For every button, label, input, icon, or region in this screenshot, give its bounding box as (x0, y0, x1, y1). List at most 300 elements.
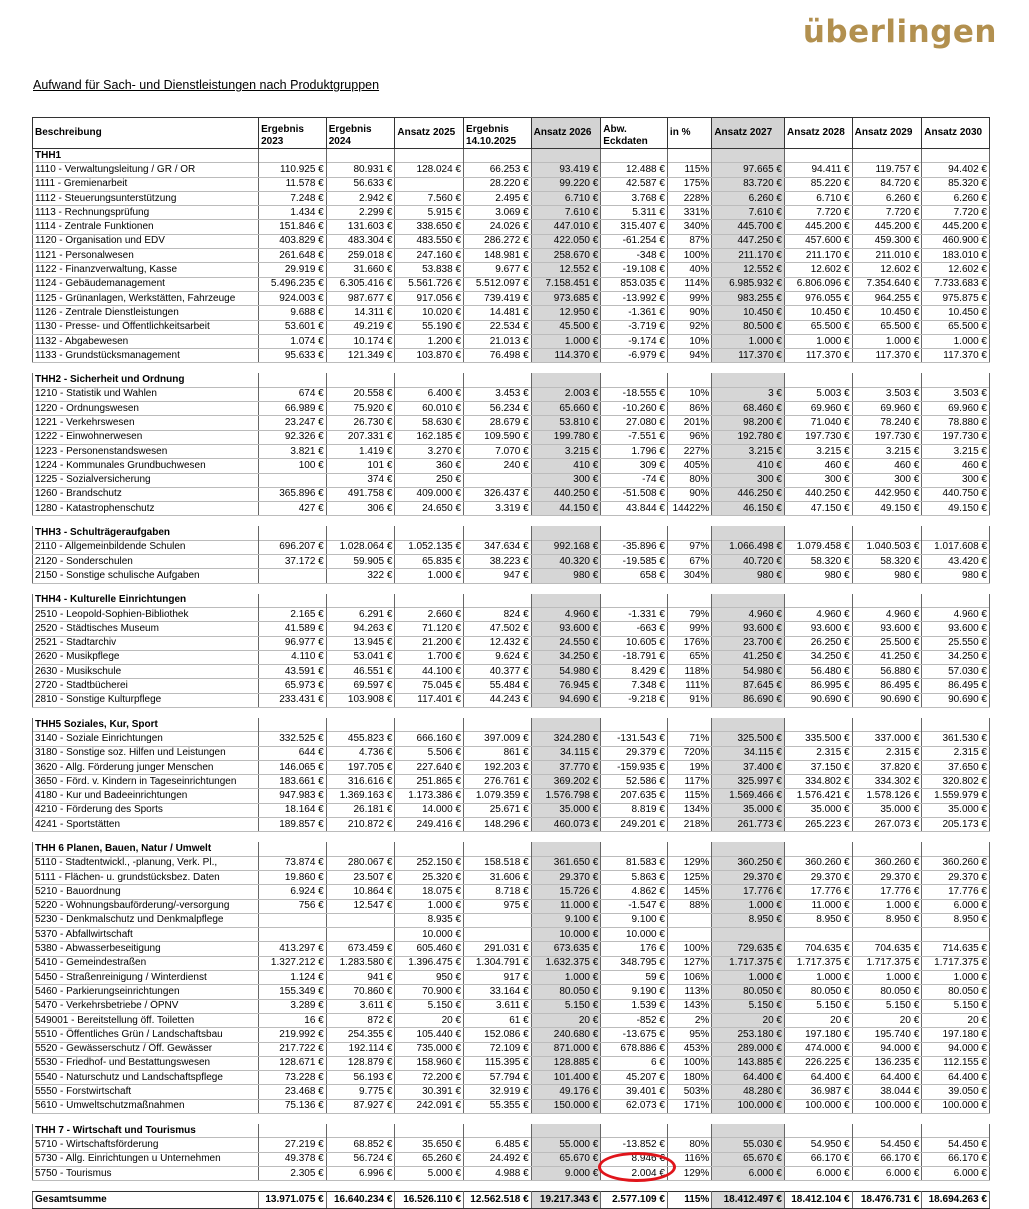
row-value: 180% (667, 1071, 711, 1085)
row-value: 338.650 € (395, 220, 464, 234)
row-value: 12.602 € (785, 263, 853, 277)
row-value: 145% (667, 885, 711, 899)
spacer-cell (326, 583, 395, 594)
row-value: 440.750 € (922, 487, 990, 501)
group-empty-cell (601, 842, 668, 856)
row-value: 756 € (259, 899, 327, 913)
row-value: 14.311 € (326, 306, 395, 320)
row-value: 374 € (326, 473, 395, 487)
row-value: 240 € (464, 459, 532, 473)
row-value: 100 € (259, 459, 327, 473)
row-value: 7.248 € (259, 191, 327, 205)
row-value: 306 € (326, 502, 395, 516)
row-value: 94.000 € (852, 1042, 922, 1056)
row-value: -18.555 € (601, 387, 668, 401)
row-value: 35.000 € (852, 803, 922, 817)
row-value: 309 € (601, 459, 668, 473)
row-value: 332.525 € (259, 732, 327, 746)
row-value: 100.000 € (712, 1099, 785, 1113)
row-value: 739.419 € (464, 291, 532, 305)
row-value: 445.200 € (852, 220, 922, 234)
row-value: -6.979 € (601, 349, 668, 363)
row-value: 17.776 € (712, 885, 785, 899)
row-label: 1223 - Personenstandswesen (33, 444, 259, 458)
row-value: 39.050 € (922, 1085, 990, 1099)
group-empty-cell (852, 526, 922, 540)
row-value (464, 913, 532, 927)
row-value: 976.055 € (785, 291, 853, 305)
row-value: 12.950 € (531, 306, 601, 320)
row-value: 197.730 € (922, 430, 990, 444)
row-value: 197.180 € (785, 1028, 853, 1042)
row-value: 20 € (395, 1013, 464, 1027)
table-row (33, 306, 990, 320)
row-value: 5.915 € (395, 206, 464, 220)
row-value: 44.243 € (464, 693, 532, 707)
row-value: 1.717.375 € (922, 956, 990, 970)
row-value: 183.010 € (922, 249, 990, 263)
row-value: 80.050 € (922, 985, 990, 999)
row-value: 8.950 € (712, 913, 785, 927)
brand-logo: überlingen (802, 14, 997, 50)
row-value: 151.846 € (259, 220, 327, 234)
row-value: 78.880 € (922, 416, 990, 430)
total-value: 19.217.343 € (531, 1192, 601, 1209)
row-value: 86.690 € (712, 693, 785, 707)
group-empty-cell (531, 526, 601, 540)
row-value: 4.960 € (712, 607, 785, 621)
group-empty-cell (464, 526, 532, 540)
row-value: 55.030 € (712, 1138, 785, 1152)
row-value: 34.250 € (531, 650, 601, 664)
table-row (33, 220, 990, 234)
row-value: 7.158.451 € (531, 277, 601, 291)
spacer-cell (259, 1181, 327, 1192)
row-value: 8.935 € (395, 913, 464, 927)
row-value: 1.000 € (922, 334, 990, 348)
row-value (395, 177, 464, 191)
group-empty-cell (259, 718, 327, 732)
row-value: 4.736 € (326, 746, 395, 760)
group-empty-cell (326, 718, 395, 732)
row-value (785, 928, 853, 942)
table-row (33, 732, 990, 746)
row-value: 300 € (531, 473, 601, 487)
row-value: 483.304 € (326, 234, 395, 248)
group-empty-cell (464, 373, 532, 387)
spacer-cell (395, 707, 464, 718)
row-value: 58.320 € (852, 555, 922, 569)
row-value: 93.600 € (712, 622, 785, 636)
spacer-cell (326, 516, 395, 527)
row-value: 90% (667, 306, 711, 320)
row-value: 3.215 € (785, 444, 853, 458)
table-row (33, 540, 990, 554)
row-label: 1280 - Katastrophenschutz (33, 502, 259, 516)
col-header-ansatz-2030: Ansatz 2030 (922, 118, 990, 149)
row-label: 4210 - Förderung des Sports (33, 803, 259, 817)
row-value: 403.829 € (259, 234, 327, 248)
col-header-ergebnis-2024: Ergebnis 2024 (326, 118, 395, 149)
spacer-row (33, 707, 990, 718)
row-value: 211.010 € (852, 249, 922, 263)
row-value: -9.218 € (601, 693, 668, 707)
row-value: 75.136 € (259, 1099, 327, 1113)
row-value (712, 928, 785, 942)
row-value: 65.670 € (531, 1152, 601, 1166)
row-value: 3.319 € (464, 502, 532, 516)
row-value: 1.434 € (259, 206, 327, 220)
row-value: 155.349 € (259, 985, 327, 999)
spacer-cell (852, 1114, 922, 1125)
table-row (33, 1138, 990, 1152)
row-value: 973.685 € (531, 291, 601, 305)
spacer-cell (712, 1181, 785, 1192)
row-value: 80.050 € (531, 985, 601, 999)
spacer-cell (922, 516, 990, 527)
group-title: THH 6 Planen, Bauen, Natur / Umwelt (33, 842, 259, 856)
row-value: 57.030 € (922, 665, 990, 679)
row-value: 704.635 € (852, 942, 922, 956)
row-value: -35.896 € (601, 540, 668, 554)
row-value: 96.977 € (259, 636, 327, 650)
row-value: 128.879 € (326, 1056, 395, 1070)
row-value: 41.250 € (852, 650, 922, 664)
row-value: 65.500 € (922, 320, 990, 334)
row-value: 5.512.097 € (464, 277, 532, 291)
row-value: 5.863 € (601, 870, 668, 884)
row-value: 218% (667, 818, 711, 832)
row-value: 90.690 € (852, 693, 922, 707)
row-value: 115.395 € (464, 1056, 532, 1070)
group-empty-cell (785, 1124, 853, 1138)
row-value: 129% (667, 1166, 711, 1180)
row-value: 941 € (326, 971, 395, 985)
table-row (33, 569, 990, 583)
total-value: 13.971.075 € (259, 1192, 327, 1209)
row-value (852, 928, 922, 942)
row-value: 2.315 € (785, 746, 853, 760)
row-value: 37.172 € (259, 555, 327, 569)
row-value: 5.496.235 € (259, 277, 327, 291)
row-value: 1.327.212 € (259, 956, 327, 970)
row-label: 2720 - Stadtbücherei (33, 679, 259, 693)
row-label: 1112 - Steuerungsunterstützung (33, 191, 259, 205)
row-value: 171% (667, 1099, 711, 1113)
row-value: 12.602 € (852, 263, 922, 277)
row-value: 5.561.726 € (395, 277, 464, 291)
group-empty-cell (667, 373, 711, 387)
row-label: 1221 - Verkehrswesen (33, 416, 259, 430)
row-value: 33.164 € (464, 985, 532, 999)
total-value: 18.694.263 € (922, 1192, 990, 1209)
row-value: 440.250 € (531, 487, 601, 501)
row-value: 503% (667, 1085, 711, 1099)
row-value: 69.960 € (852, 402, 922, 416)
row-value: 1.569.466 € (712, 789, 785, 803)
table-row (33, 487, 990, 501)
row-value: 58.630 € (395, 416, 464, 430)
row-value: 14.481 € (464, 306, 532, 320)
table-row (33, 234, 990, 248)
row-value: 136.235 € (852, 1056, 922, 1070)
row-value: 2.315 € (852, 746, 922, 760)
row-value: 34.250 € (785, 650, 853, 664)
row-value: 983.255 € (712, 291, 785, 305)
row-value: 67% (667, 555, 711, 569)
row-value: 21.013 € (464, 334, 532, 348)
row-value: 8.429 € (601, 665, 668, 679)
row-value: 17.776 € (785, 885, 853, 899)
row-value: 226.225 € (785, 1056, 853, 1070)
row-value: 460 € (852, 459, 922, 473)
table-row (33, 177, 990, 191)
row-value: 86.995 € (785, 679, 853, 693)
row-label: 5710 - Wirtschaftsförderung (33, 1138, 259, 1152)
row-value: 5.150 € (531, 999, 601, 1013)
row-value: 440.250 € (785, 487, 853, 501)
row-value: 5.150 € (712, 999, 785, 1013)
row-value: 117.370 € (712, 349, 785, 363)
row-value: 117.401 € (395, 693, 464, 707)
row-value: 39.401 € (601, 1085, 668, 1099)
row-value: 29.919 € (259, 263, 327, 277)
group-empty-cell (259, 149, 327, 163)
row-value: 872 € (326, 1013, 395, 1027)
row-value: 65.260 € (395, 1152, 464, 1166)
row-value: 3.270 € (395, 444, 464, 458)
group-empty-cell (712, 373, 785, 387)
row-value: 9.624 € (464, 650, 532, 664)
row-value: 7.610 € (712, 206, 785, 220)
spacer-cell (785, 1114, 853, 1125)
row-value: 291.031 € (464, 942, 532, 956)
row-value: 94.690 € (531, 693, 601, 707)
row-value: 252.150 € (395, 856, 464, 870)
row-value: 20 € (712, 1013, 785, 1027)
row-value: 6.996 € (326, 1166, 395, 1180)
group-title: THH1 (33, 149, 259, 163)
row-value: 1.000 € (852, 334, 922, 348)
row-value: 25.550 € (922, 636, 990, 650)
row-value: 76.498 € (464, 349, 532, 363)
row-value: 12.547 € (326, 899, 395, 913)
row-value: 729.635 € (712, 942, 785, 956)
row-value: 66.170 € (852, 1152, 922, 1166)
row-value: 128.024 € (395, 163, 464, 177)
group-empty-cell (712, 526, 785, 540)
row-value: 7.720 € (852, 206, 922, 220)
row-value: 1.717.375 € (785, 956, 853, 970)
spacer-cell (852, 1181, 922, 1192)
table-row (33, 1099, 990, 1113)
row-value: 26.181 € (326, 803, 395, 817)
col-header-ansatz-2028: Ansatz 2028 (785, 118, 853, 149)
row-value: 8.950 € (852, 913, 922, 927)
row-label: 1120 - Organisation und EDV (33, 234, 259, 248)
group-empty-cell (785, 526, 853, 540)
row-value: 445.200 € (922, 220, 990, 234)
group-header-row (33, 842, 990, 856)
row-value: 42.587 € (601, 177, 668, 191)
group-title: THH4 - Kulturelle Einrichtungen (33, 594, 259, 608)
row-value: 7.354.640 € (852, 277, 922, 291)
group-empty-cell (852, 373, 922, 387)
row-value: -159.935 € (601, 760, 668, 774)
table-row (33, 665, 990, 679)
row-label: 5380 - Abwasserbeseitigung (33, 942, 259, 956)
spacer-cell (667, 1181, 711, 1192)
row-value: 53.838 € (395, 263, 464, 277)
row-value: 2.660 € (395, 607, 464, 621)
col-header-abw-eckdaten: Abw. Eckdaten (601, 118, 668, 149)
table-row (33, 1013, 990, 1027)
row-value: 10.864 € (326, 885, 395, 899)
row-value: 65.660 € (531, 402, 601, 416)
row-label: 5450 - Straßenreinigung / Winterdienst (33, 971, 259, 985)
row-value: -852 € (601, 1013, 668, 1027)
table-row (33, 679, 990, 693)
row-value: 6.806.096 € (785, 277, 853, 291)
row-value: 49.150 € (922, 502, 990, 516)
row-value: 49.219 € (326, 320, 395, 334)
group-empty-cell (326, 842, 395, 856)
row-value: 176 € (601, 942, 668, 956)
row-value: 35.650 € (395, 1138, 464, 1152)
col-header-ansatz-2029: Ansatz 2029 (852, 118, 922, 149)
row-label: 1225 - Sozialversicherung (33, 473, 259, 487)
spacer-cell (395, 363, 464, 374)
table-row (33, 320, 990, 334)
row-value: 100% (667, 942, 711, 956)
group-empty-cell (922, 1124, 990, 1138)
table-row (33, 249, 990, 263)
group-empty-cell (922, 594, 990, 608)
row-value: 331% (667, 206, 711, 220)
group-header-row (33, 149, 990, 163)
row-value: 99% (667, 622, 711, 636)
row-value: 113% (667, 985, 711, 999)
row-value: 10.605 € (601, 636, 668, 650)
spacer-cell (712, 707, 785, 718)
row-value: 824 € (464, 607, 532, 621)
row-value: 100.000 € (785, 1099, 853, 1113)
row-value: 210.872 € (326, 818, 395, 832)
row-value: 143.885 € (712, 1056, 785, 1070)
row-label: 1222 - Einwohnerwesen (33, 430, 259, 444)
row-value: 714.635 € (922, 942, 990, 956)
spacer-cell (852, 832, 922, 843)
group-empty-cell (326, 594, 395, 608)
total-value: 18.476.731 € (852, 1192, 922, 1209)
table-row (33, 1152, 990, 1166)
group-empty-cell (531, 149, 601, 163)
row-value: 228% (667, 191, 711, 205)
row-value: 1.369.163 € (326, 789, 395, 803)
row-value: 254.355 € (326, 1028, 395, 1042)
spacer-cell (785, 516, 853, 527)
row-label: 2620 - Musikpflege (33, 650, 259, 664)
row-label: 5111 - Flächen- u. grundstücksbez. Daten (33, 870, 259, 884)
row-label: 1114 - Zentrale Funktionen (33, 220, 259, 234)
row-value: 100.000 € (922, 1099, 990, 1113)
row-value: 24.026 € (464, 220, 532, 234)
row-value: 76.945 € (531, 679, 601, 693)
row-value: 460.900 € (922, 234, 990, 248)
group-title: THH2 - Sicherheit und Ordnung (33, 373, 259, 387)
row-value: 6 € (601, 1056, 668, 1070)
row-value: 199.780 € (531, 430, 601, 444)
row-value: 219.992 € (259, 1028, 327, 1042)
row-value: 64.400 € (852, 1071, 922, 1085)
row-label: 1122 - Finanzverwaltung, Kasse (33, 263, 259, 277)
row-value: 5.311 € (601, 206, 668, 220)
col-header-beschreibung: Beschreibung (33, 118, 259, 149)
row-value: 10.450 € (852, 306, 922, 320)
row-value: 1.396.475 € (395, 956, 464, 970)
row-value: 62.073 € (601, 1099, 668, 1113)
group-empty-cell (922, 526, 990, 540)
spacer-cell (259, 832, 327, 843)
row-value: 36.987 € (785, 1085, 853, 1099)
row-value: 43.420 € (922, 555, 990, 569)
row-value: 69.960 € (785, 402, 853, 416)
row-value: 6.000 € (922, 1166, 990, 1180)
row-label: 1126 - Zentrale Dienstleistungen (33, 306, 259, 320)
group-empty-cell (464, 594, 532, 608)
row-value: 259.018 € (326, 249, 395, 263)
row-value: 320.802 € (922, 775, 990, 789)
row-value: 300 € (852, 473, 922, 487)
spacer-cell (601, 707, 668, 718)
spacer-cell (259, 363, 327, 374)
row-value: 65.500 € (785, 320, 853, 334)
row-value: 95.633 € (259, 349, 327, 363)
row-value: 1.066.498 € (712, 540, 785, 554)
row-value: 9.100 € (601, 913, 668, 927)
row-value: 127% (667, 956, 711, 970)
row-value: 101.400 € (531, 1071, 601, 1085)
row-value: 66.989 € (259, 402, 327, 416)
row-value: 101 € (326, 459, 395, 473)
row-value: 2.299 € (326, 206, 395, 220)
row-value: 975.875 € (922, 291, 990, 305)
row-value: 315.407 € (601, 220, 668, 234)
row-value: 134% (667, 803, 711, 817)
row-value: 735.000 € (395, 1042, 464, 1056)
table-row (33, 459, 990, 473)
row-value: 205.173 € (922, 818, 990, 832)
row-value (326, 928, 395, 942)
table-row (33, 885, 990, 899)
spacer-cell (852, 583, 922, 594)
row-value: 29.370 € (712, 870, 785, 884)
spacer-cell (259, 583, 327, 594)
header-row (33, 118, 990, 149)
table-row (33, 1056, 990, 1070)
row-value: 90.690 € (785, 693, 853, 707)
row-value: 93.600 € (922, 622, 990, 636)
row-value: 249.416 € (395, 818, 464, 832)
row-value: 12.602 € (922, 263, 990, 277)
row-value: 43.591 € (259, 665, 327, 679)
row-value: 6.260 € (852, 191, 922, 205)
row-value (464, 473, 532, 487)
row-value: 13.945 € (326, 636, 395, 650)
row-value: 1.000 € (712, 899, 785, 913)
row-value: 360.260 € (852, 856, 922, 870)
row-value: 947.983 € (259, 789, 327, 803)
